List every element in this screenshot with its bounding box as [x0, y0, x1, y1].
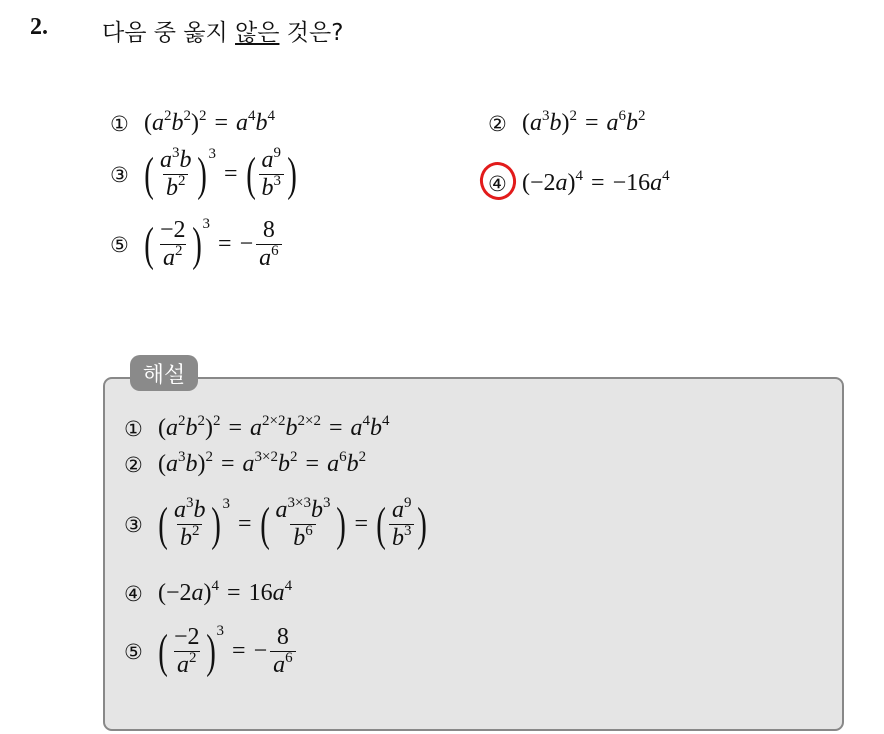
explanation-5: ⑤ ( $\frac{-2}{a^2}$ ) 3 = − $\frac{8}{a^6}$	[124, 625, 299, 678]
choice-5: ⑤ ( $\frac{-2}{a^2}$ ) 3 = − $\frac{8}{a^6}$	[110, 218, 285, 271]
choice-marker-4: ④	[488, 171, 507, 196]
choice-marker-3: ③	[110, 162, 129, 187]
question-text-after: 것은?	[279, 20, 344, 46]
explanation-marker-5: ⑤	[124, 639, 143, 664]
question-text	[102, 14, 343, 47]
explanation-label: 해설	[130, 355, 198, 391]
explanation-3: ③ ( $\frac{a^3b}{b^2}$ ) 3 = ( $\frac{a^{3\times 3}b^3}{b^6}$ ) = ( $\frac{a^9}{b^3}$ )	[124, 495, 428, 552]
explanation-marker-1: ①	[124, 416, 143, 441]
explanation-marker-4: ④	[124, 581, 143, 606]
explanation-2: ② $(a^3b)^2$ = $a^{3\times 2}b^2$ = $a^6b^2$	[124, 449, 367, 477]
choice-1: ① $(a^2b^2)^2$ = $a^4b^4$	[110, 108, 276, 136]
choice-marker-1: ①	[110, 111, 129, 136]
explanation-4: ④ $(-2a)^4$ = $16a^4$	[124, 578, 293, 606]
question-text-before: 다음 중 옳지	[102, 20, 236, 46]
choice-4: ④ $(-2a)^4$ = $-16a^4$	[488, 168, 670, 196]
explanation-marker-2: ②	[124, 452, 143, 477]
explanation-marker-3: ③	[124, 512, 143, 537]
question-underlined-word: 않은	[235, 20, 280, 46]
question-number: 2.	[30, 14, 48, 40]
choice-marker-2: ②	[488, 111, 507, 136]
explanation-1: ① $(a^2b^2)^2$ = $a^{2\times 2}b^{2\times 2}$ = $a^4b^4$	[124, 413, 390, 441]
choice-marker-5: ⑤	[110, 232, 129, 257]
choice-3: ③ ( $\frac{a^3b}{b^2}$ ) 3 = ( $\frac{a^9}{b^3}$ )	[110, 145, 297, 202]
choice-2: ② $(a^3b)^2$ = $a^6b^2$	[488, 108, 646, 136]
